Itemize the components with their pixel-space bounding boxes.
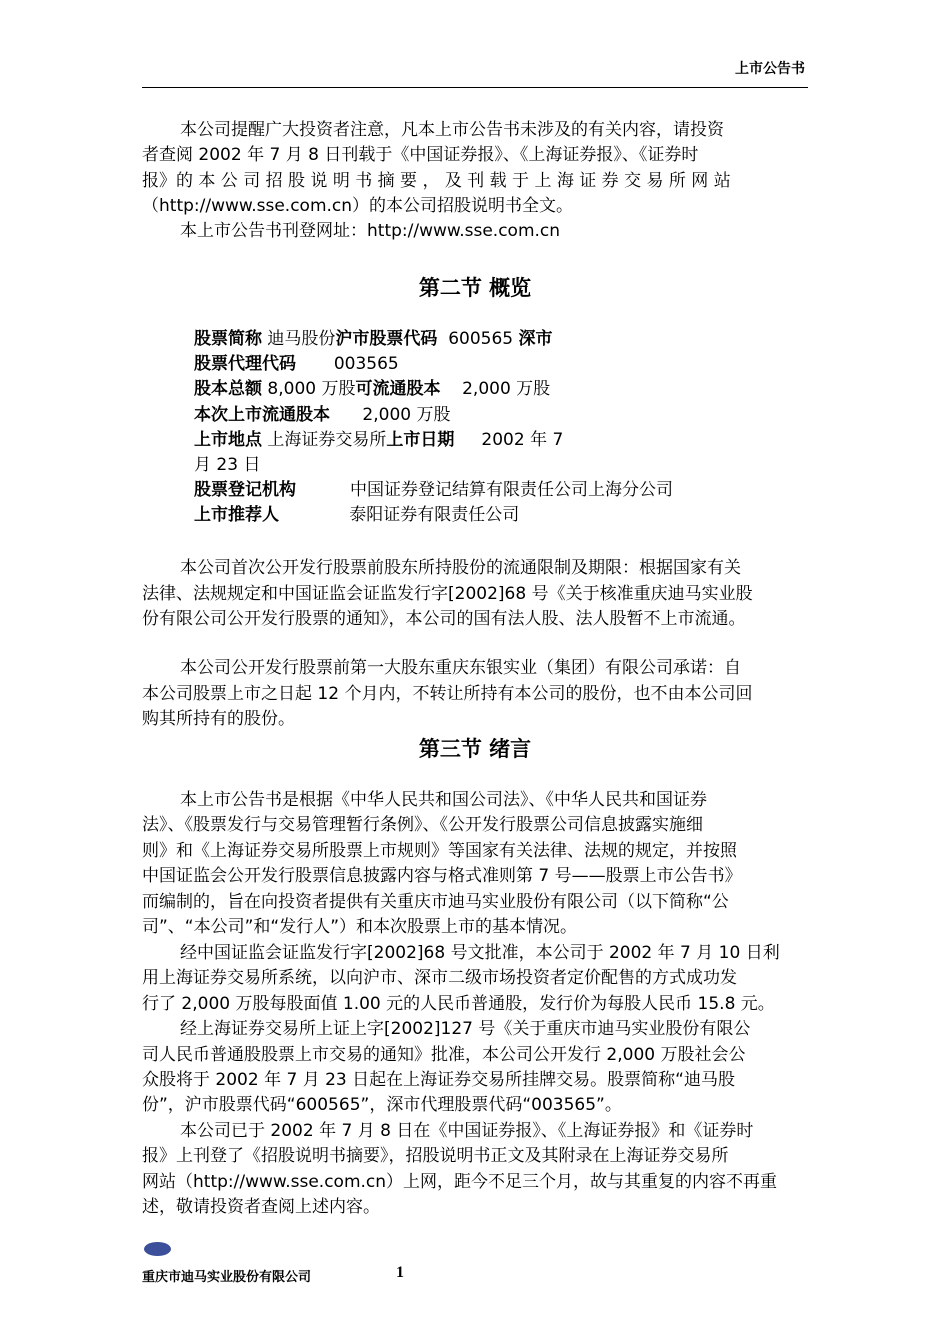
text-line: 经上海证券交易所上证上字[2002]127 号《关于重庆市迪马实业股份有限公: [180, 1019, 751, 1040]
text-line: 述，敬请投资者查阅上述内容。: [142, 1197, 380, 1218]
text-line: 经中国证监会证监发行字[2002]68 号文批准，本公司于 2002 年 7 月 10 日利: [180, 942, 780, 963]
overview-row: [194, 504, 519, 526]
field-label: 股本总额: [194, 379, 262, 400]
field-label: 股票登记机构: [194, 480, 296, 501]
text-line: 本上市公告书是根据《中华人民共和国公司法》、《中华人民共和国证券: [180, 790, 707, 810]
field-label: 股票简称: [194, 329, 262, 349]
field-label: 本次上市流通股本: [194, 404, 330, 425]
overview-row: [194, 353, 399, 375]
field-value: 泰阳证券有限责任公司: [279, 505, 520, 526]
overview-row: [194, 378, 550, 400]
overview-row: [194, 429, 563, 451]
overview-row: [194, 404, 451, 426]
text-line: 份”，沪市股票代码“600565”，深市代理股票代码“003565”。: [142, 1095, 622, 1116]
field-value: 8,000 万股: [262, 379, 356, 400]
field-value: 600565: [437, 329, 519, 349]
field-label: 上市日期: [386, 429, 455, 450]
section-3-title: 第三节 绪言: [418, 737, 532, 761]
field-label: 深市: [518, 329, 553, 349]
text-line: 报》上刊登了《招股说明书摘要》，招股说明书正文及其附录在上海证券交易所: [142, 1146, 729, 1167]
text-line: 法》、《股票发行与交易管理暂行条例》、《公开发行股票公司信息披露实施细: [142, 815, 703, 836]
text-line: 本上市公告书刊登网址：http://www.sse.com.cn: [180, 221, 561, 242]
field-label: 上市地点: [194, 429, 262, 450]
text-line: 则》和《上海证券交易所股票上市规则》等国家有关法律、法规的规定，并按照: [142, 840, 737, 861]
text-line: 而编制的，旨在向投资者提供有关重庆市迪马实业股份有限公司（以下简称“公: [142, 891, 729, 912]
text-line: 本公司股票上市之日起 12 个月内，不转让所持有本公司的股份，也不由本公司回: [142, 683, 753, 704]
field-value: 2,000 万股: [330, 404, 451, 425]
text-line: 报》的 本 公 司 招 股 说 明 书 摘 要 ， 及 刊 载 于 上 海 证 券 交 易 所 网 站: [142, 170, 731, 191]
header-title: 上市公告书: [735, 61, 805, 77]
text-line: 行了 2,000 万股每股面值 1.00 元的人民币普通股，发行价为每股人民币 15.8 元。: [142, 993, 775, 1014]
text-line: 购其所持有的股份。: [142, 709, 295, 729]
text-line: 法律、法规规定和中国证监会证监发行字[2002]68 号《关于核准重庆迪马实业股: [142, 583, 753, 604]
field-label: 股票代理代码: [194, 354, 296, 375]
page-number: 1: [396, 1264, 404, 1281]
text-line: 本公司公开发行股票前第一大股东重庆东银实业（集团）有限公司承诺：自: [180, 658, 741, 678]
section-2-title: 第二节 概览: [418, 276, 532, 300]
footer-company: 重庆市迪马实业股份有限公司: [142, 1270, 312, 1285]
field-label: 可流通股本: [355, 379, 441, 400]
field-value: 中国证券登记结算有限责任公司上海分公司: [296, 480, 674, 501]
text-line: 司”、“本公司”和“发行人”）和本次股票上市的基本情况。: [142, 917, 578, 938]
text-line: 本公司首次公开发行股票前股东所持股份的流通限制及期限：根据国家有关: [180, 558, 741, 578]
text-line: 本公司提醒广大投资者注意，凡本上市公告书未涉及的有关内容，请投资: [180, 120, 724, 140]
header-rule: [142, 87, 808, 88]
company-logo-icon: [144, 1242, 171, 1256]
field-value: 上海证券交易所: [262, 429, 387, 450]
field-value: 003565: [296, 354, 399, 375]
text-line: 者查阅 2002 年 7 月 8 日刊载于《中国证券报》、《上海证券报》、《证券时: [142, 145, 699, 166]
text-line: （http://www.sse.com.cn）的本公司招股说明书全文。: [142, 195, 574, 216]
field-value: 月 23 日: [194, 455, 261, 475]
overview-row: [194, 479, 673, 501]
overview-row: [194, 454, 260, 476]
text-line: 用上海证券交易所系统，以向沪市、深市二级市场投资者定价配售的方式成功发: [142, 968, 737, 989]
text-line: 本公司已于 2002 年 7 月 8 日在《中国证券报》、《上海证券报》和《证券时: [180, 1120, 754, 1141]
text-line: 份有限公司公开发行股票的通知》，本公司的国有法人股、法人股暂不上市流通。: [142, 609, 746, 629]
field-value: 2,000 万股: [440, 379, 551, 400]
field-value: 2002 年 7: [454, 429, 564, 450]
text-line: 网站（http://www.sse.com.cn）上网，距今不足三个月，故与其重复的内容不再重: [142, 1171, 778, 1192]
field-label: 上市推荐人: [194, 505, 279, 526]
field-label: 沪市股票代码: [335, 329, 438, 349]
field-value: 迪马股份: [262, 329, 336, 349]
text-line: 司人民币普通股股票上市交易的通知》批准，本公司公开发行 2,000 万股社会公: [142, 1044, 746, 1065]
overview-row: [194, 328, 553, 350]
text-line: 中国证监会公开发行股票信息披露内容与格式准则第 7 号——股票上市公告书》: [142, 866, 742, 887]
text-line: 众股将于 2002 年 7 月 23 日起在上海证券交易所挂牌交易。股票简称“迪马股: [142, 1069, 735, 1090]
